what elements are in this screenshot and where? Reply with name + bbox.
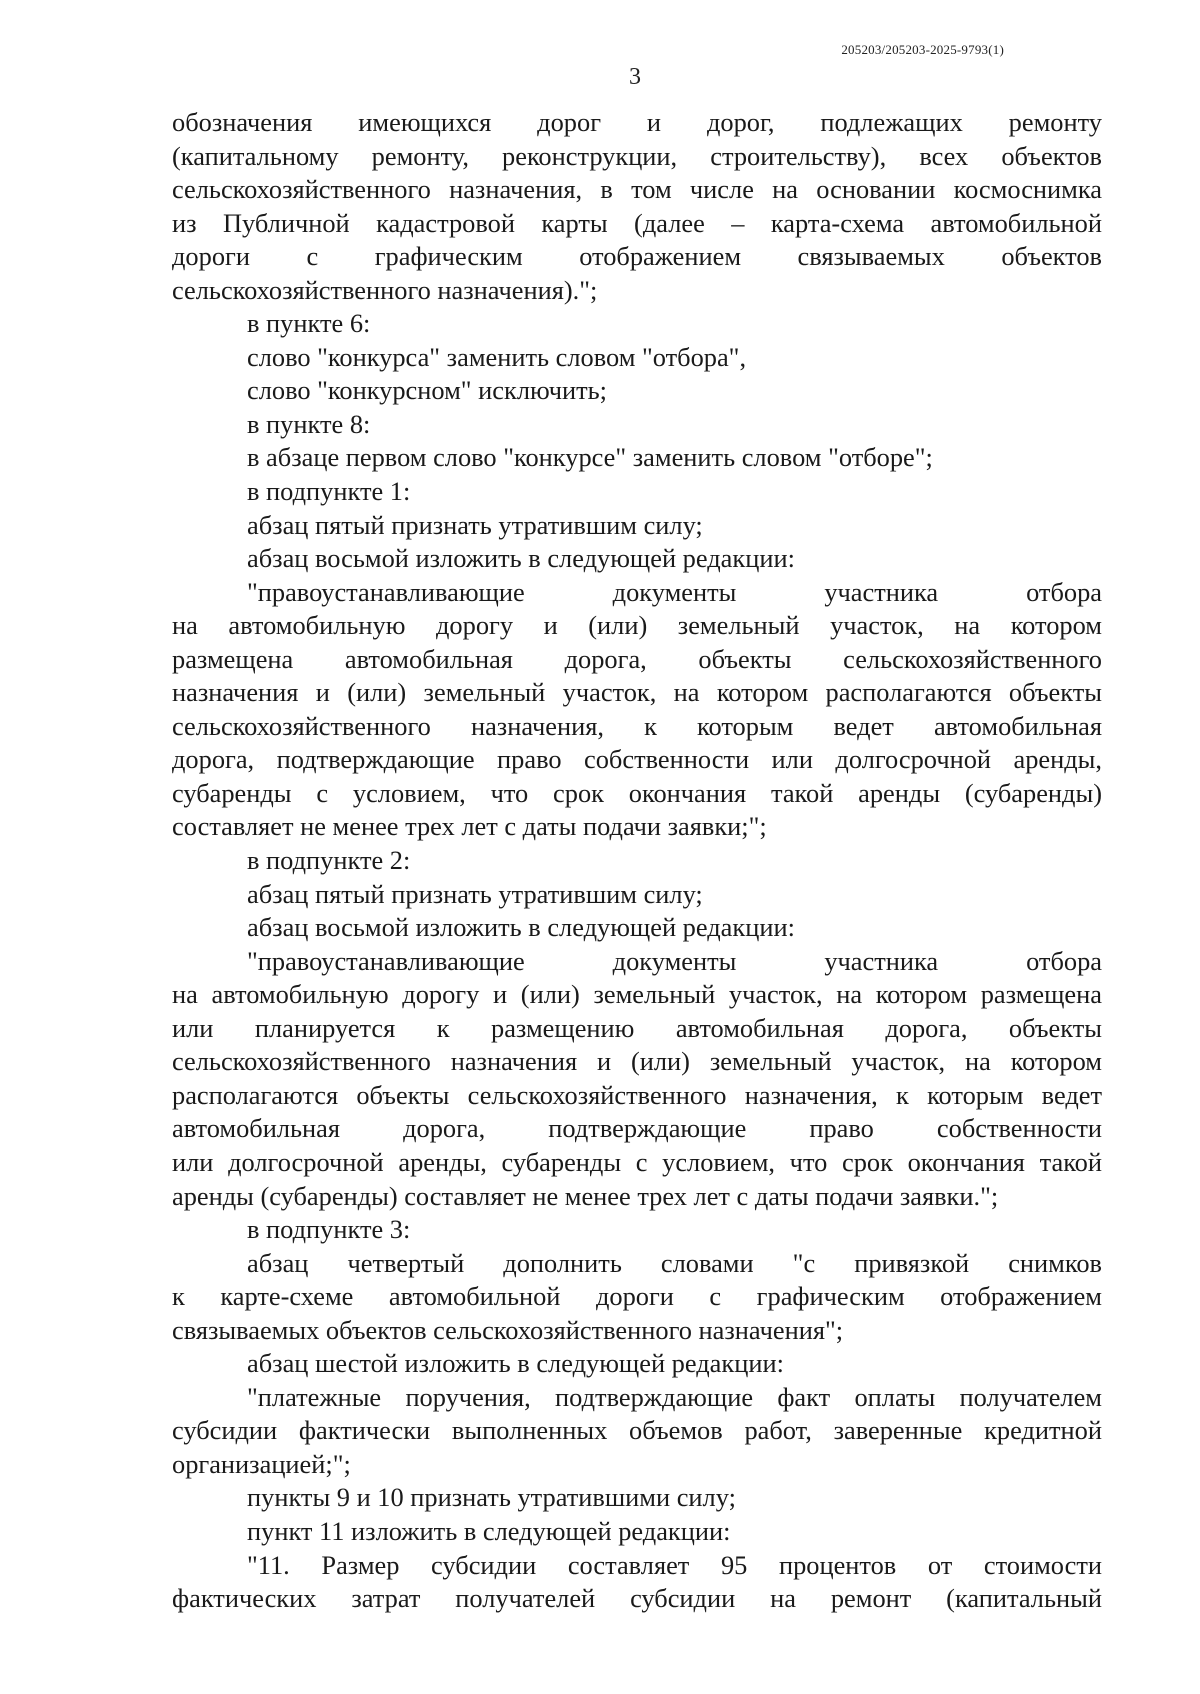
- text-line: составляет не менее трех лет с даты подачи заявки;";: [172, 811, 767, 842]
- text-line: абзац шестой изложить в следующей редакции:: [247, 1348, 784, 1379]
- text-line: "платежные поручения, подтверждающие факт оплаты получателем: [247, 1381, 1102, 1412]
- text-line: абзац восьмой изложить в следующей редакции:: [247, 543, 795, 574]
- text-line: абзац четвертый дополнить словами "с привязкой снимков: [247, 1247, 1102, 1278]
- document-body: [172, 106, 1102, 1616]
- text-line: субаренды с условием, что срок окончания такой аренды (субаренды): [172, 777, 1102, 808]
- text-line: сельскохозяйственного назначения).";: [172, 274, 598, 305]
- text-line: в подпункте 1:: [247, 476, 411, 507]
- text-line: располагаются объекты сельскохозяйственного назначения, к которым ведет: [172, 1079, 1102, 1110]
- text-line: или долгосрочной аренды, субаренды с условием, что срок окончания такой: [172, 1146, 1102, 1177]
- text-line: "правоустанавливающие документы участника отбора: [247, 945, 1102, 976]
- text-line: назначения и (или) земельный участок, на котором располагаются объекты: [172, 677, 1102, 708]
- text-line: "правоустанавливающие документы участника отбора: [247, 576, 1102, 607]
- text-line: аренды (субаренды) составляет не менее трех лет с даты подачи заявки.";: [172, 1180, 999, 1211]
- text-line: фактических затрат получателей субсидии на ремонт (капитальный: [172, 1583, 1102, 1614]
- text-line: к карте-схеме автомобильной дороги с графическим отображением: [172, 1281, 1102, 1312]
- text-line: дорога, подтверждающие право собственности или долгосрочной аренды,: [172, 744, 1102, 775]
- text-line: пункты 9 и 10 признать утратившими силу;: [247, 1482, 736, 1513]
- page-number: 3: [629, 64, 641, 90]
- text-line: из Публичной кадастровой карты (далее – карта-схема автомобильной: [172, 207, 1102, 238]
- text-line: организацией;";: [172, 1448, 351, 1479]
- text-line: слово "конкурса" заменить словом "отбора",: [247, 341, 747, 372]
- text-line: связываемых объектов сельскохозяйственного назначения";: [172, 1314, 844, 1345]
- text-line: дороги с графическим отображением связываемых объектов: [172, 241, 1102, 272]
- text-line: размещена автомобильная дорога, объекты сельскохозяйственного: [172, 643, 1102, 674]
- text-line: "11. Размер субсидии составляет 95 процентов от стоимости: [247, 1549, 1102, 1580]
- text-line: сельскохозяйственного назначения и (или) земельный участок, на котором: [172, 1046, 1102, 1077]
- text-line: сельскохозяйственного назначения, к которым ведет автомобильная: [172, 710, 1102, 741]
- text-line: в подпункте 2:: [247, 845, 411, 876]
- text-line: или планируется к размещению автомобильная дорога, объекты: [172, 1012, 1102, 1043]
- text-line: сельскохозяйственного назначения, в том числе на основании космоснимка: [172, 174, 1102, 205]
- text-line: в подпункте 3:: [247, 1214, 411, 1245]
- text-line: абзац пятый признать утратившим силу;: [247, 878, 703, 909]
- text-line: в пункте 8:: [247, 408, 371, 439]
- text-line: пункт 11 изложить в следующей редакции:: [247, 1515, 731, 1546]
- text-line: на автомобильную дорогу и (или) земельный участок, на котором: [172, 610, 1102, 641]
- text-line: слово "конкурсном" исключить;: [247, 375, 607, 406]
- text-line: субсидии фактически выполненных объемов работ, заверенные кредитной: [172, 1415, 1102, 1446]
- text-line: на автомобильную дорогу и (или) земельный участок, на котором размещена: [172, 979, 1102, 1010]
- text-line: абзац восьмой изложить в следующей редакции:: [247, 912, 795, 943]
- text-line: (капитальному ремонту, реконструкции, строительству), всех объектов: [172, 140, 1102, 171]
- text-line: автомобильная дорога, подтверждающие право собственности: [172, 1113, 1102, 1144]
- text-line: в абзаце первом слово "конкурсе" заменить словом "отборе";: [247, 442, 933, 473]
- text-line: в пункте 6:: [247, 308, 371, 339]
- document-registration-number: 205203/205203-2025-9793(1): [841, 42, 1004, 57]
- text-line: обозначения имеющихся дорог и дорог, подлежащих ремонту: [172, 107, 1102, 137]
- text-line: абзац пятый признать утратившим силу;: [247, 509, 703, 540]
